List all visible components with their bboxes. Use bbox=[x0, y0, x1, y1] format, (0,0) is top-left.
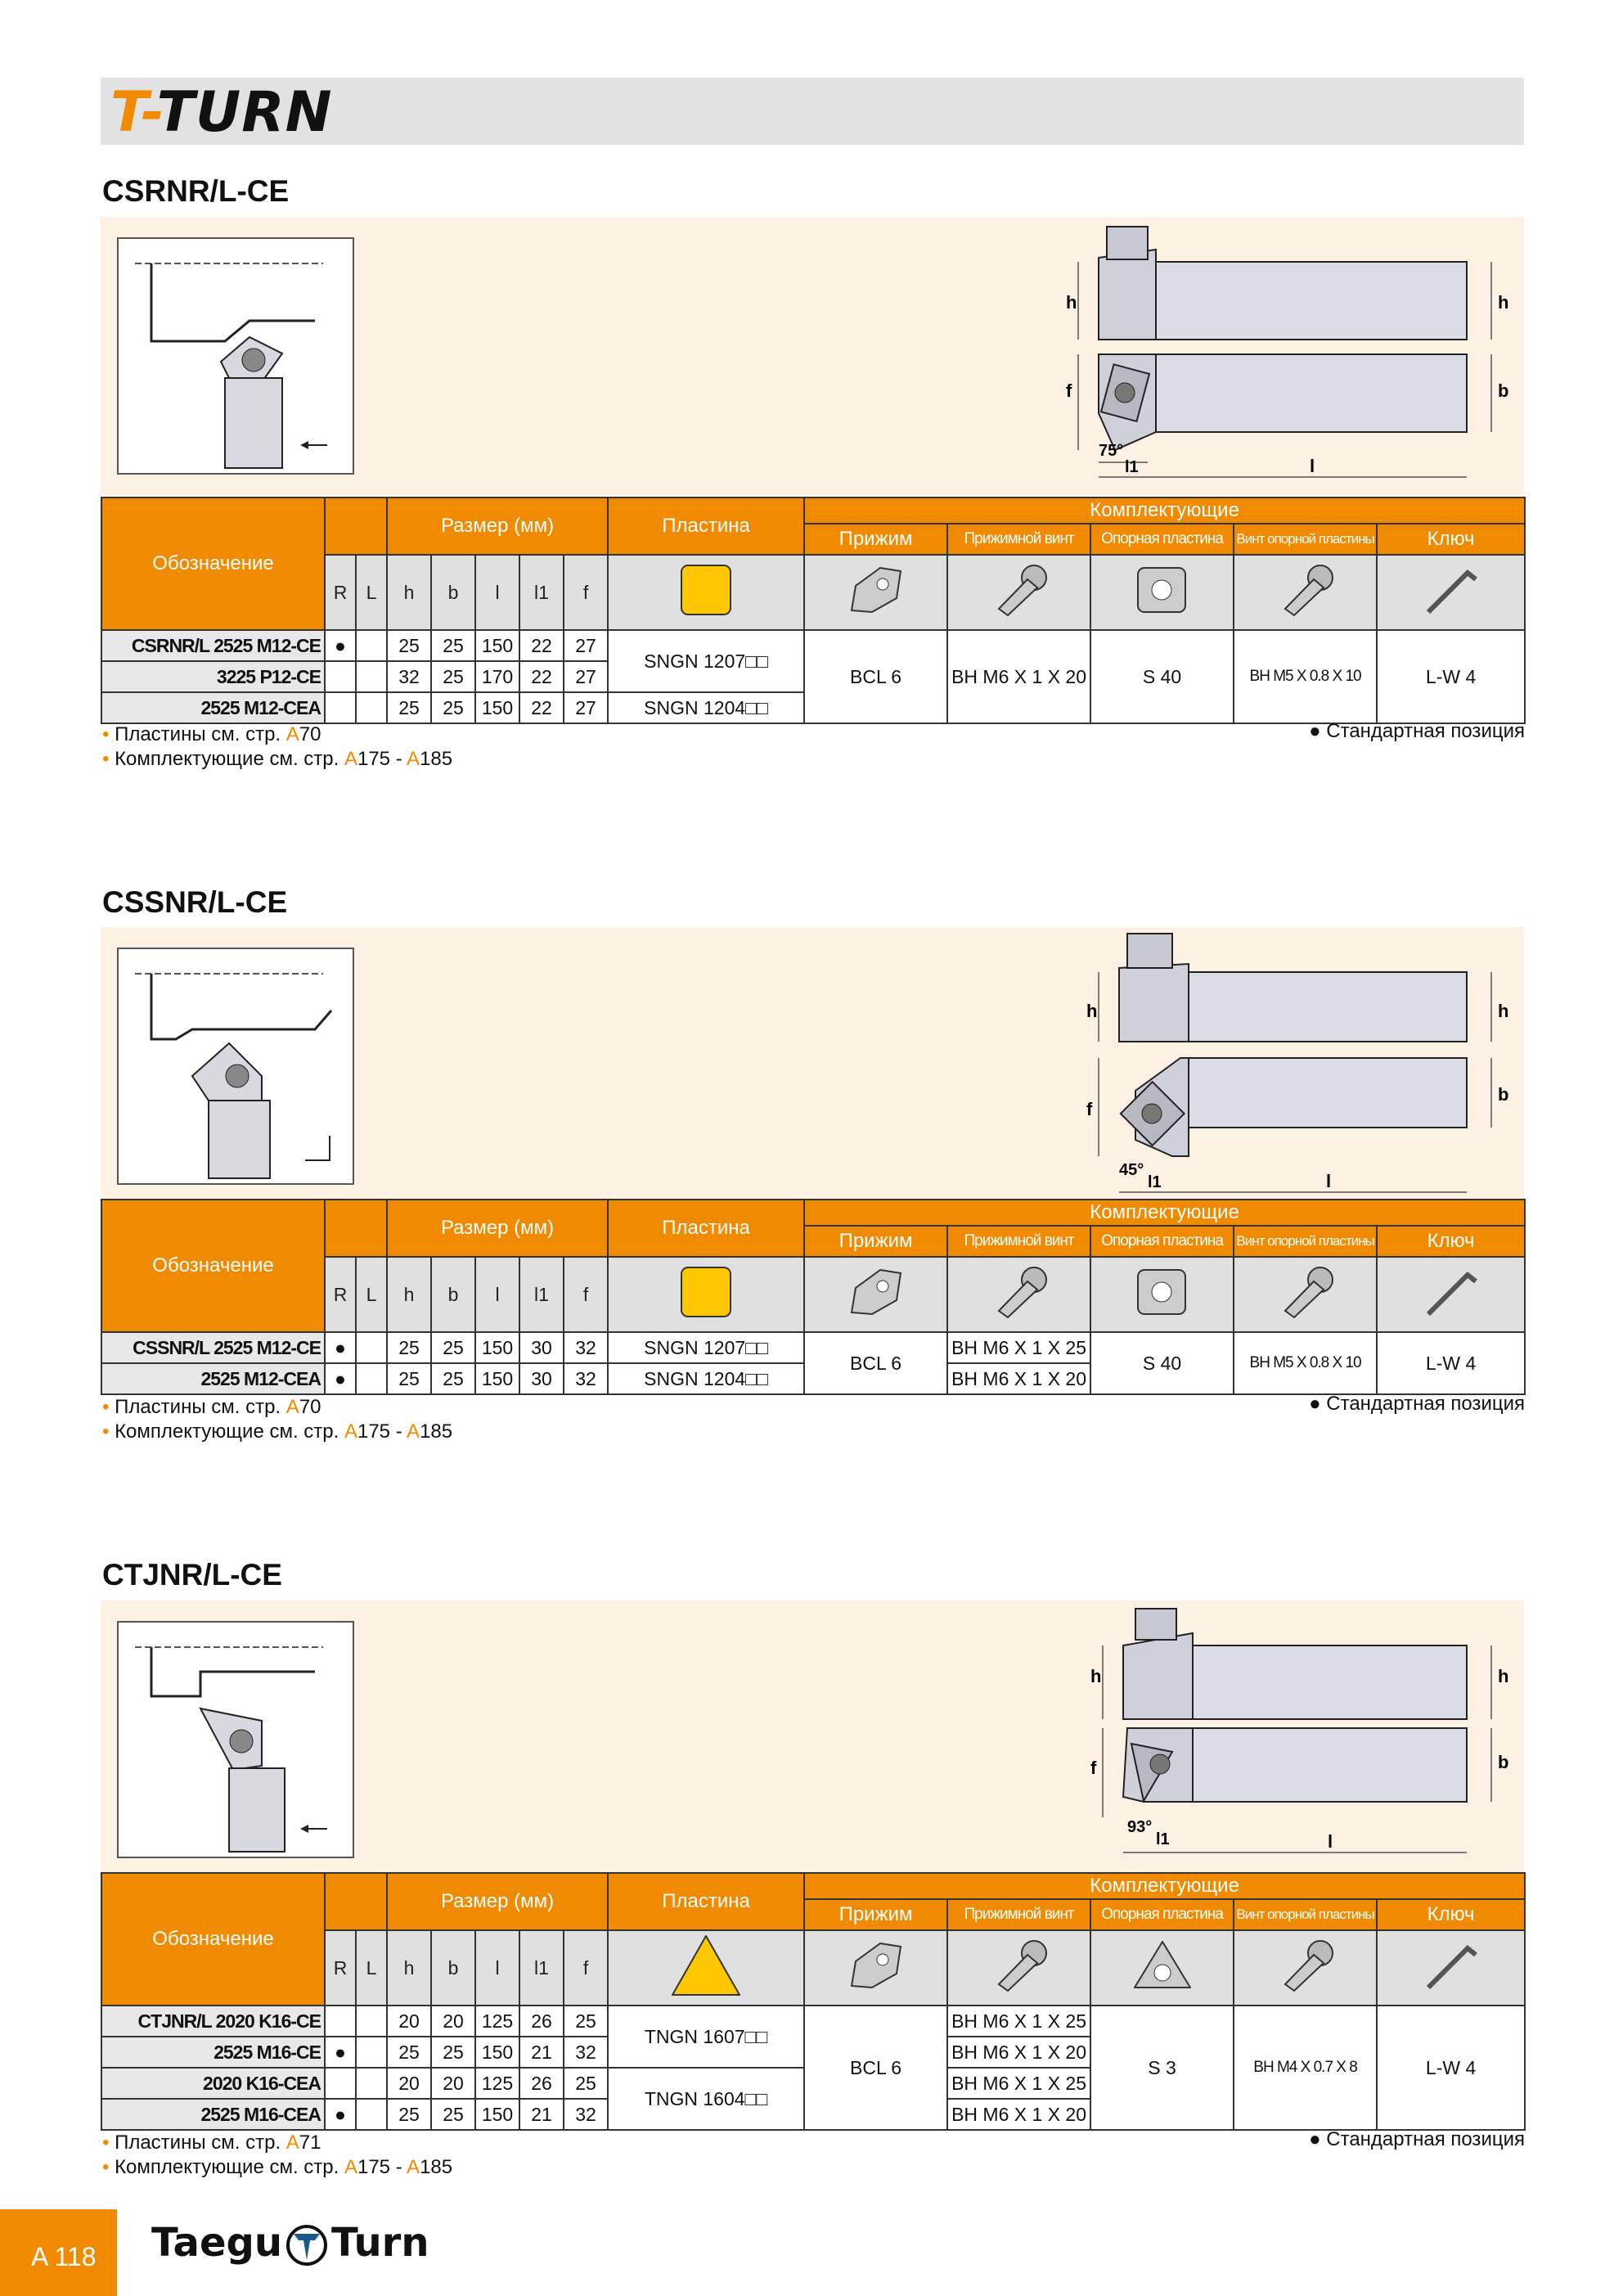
dim-b-label: b bbox=[1498, 1752, 1509, 1772]
clamp-screw-cell: BH M6 X 1 X 25 bbox=[947, 1332, 1090, 1363]
clamp-screw-cell: BH M6 X 1 X 20 bbox=[947, 1363, 1090, 1394]
designation-cell: 2525 M12-CEA bbox=[101, 1363, 325, 1394]
col-size: Размер (мм) bbox=[387, 1873, 608, 1930]
col-clamp: Прижим bbox=[804, 1899, 947, 1930]
col-shim: Опорная пластина bbox=[1090, 1899, 1234, 1930]
designation-cell: CTJNR/L 2020 K16-CE bbox=[101, 2006, 325, 2037]
shim-icon bbox=[1090, 555, 1234, 630]
shim-cell: S 40 bbox=[1090, 630, 1234, 723]
square-insert-icon bbox=[608, 1257, 804, 1332]
shim-cell: S 40 bbox=[1090, 1332, 1234, 1394]
page-number: A 118 bbox=[31, 2242, 97, 2271]
dim-b-label: b bbox=[1498, 1084, 1509, 1105]
section-title: CSRNR/L-CE bbox=[102, 174, 290, 208]
col-components: Комплектующие bbox=[804, 1200, 1525, 1226]
col-clamp-screw: Прижимной винт bbox=[947, 1226, 1090, 1257]
col-designation: Обозначение bbox=[101, 497, 325, 630]
clamp-cell: BCL 6 bbox=[804, 2006, 947, 2130]
col-designation: Обозначение bbox=[101, 1200, 325, 1332]
clamp-screw-cell: BH M6 X 1 X 20 bbox=[947, 2037, 1090, 2068]
dim-l-label: l bbox=[1328, 1831, 1333, 1852]
col-clamp-screw: Прижимной винт bbox=[947, 1899, 1090, 1930]
designation-cell: CSSNR/L 2525 M12-CE bbox=[101, 1332, 325, 1363]
col-components: Комплектующие bbox=[804, 1873, 1525, 1899]
designation-cell: 2525 M16-CE bbox=[101, 2037, 325, 2068]
insert-cell: SNGN 1204□□ bbox=[608, 1363, 804, 1394]
shim-cell: S 3 bbox=[1090, 2006, 1234, 2130]
standard-legend: ● Стандартная позиция bbox=[1309, 720, 1525, 742]
col-designation: Обозначение bbox=[101, 1873, 325, 2006]
col-key: Ключ bbox=[1377, 1899, 1525, 1930]
dim-l1-label: l1 bbox=[1156, 1830, 1170, 1848]
dim-h-label: h bbox=[1090, 1666, 1102, 1686]
note-components: • Комплектующие см. стр. A175 - A185 bbox=[102, 2156, 453, 2178]
clamp-screw-cell: BH M6 X 1 X 20 bbox=[947, 630, 1090, 723]
screw-icon bbox=[947, 555, 1090, 630]
dim-h-label: h bbox=[1498, 1001, 1509, 1021]
insert-cell: TNGN 1607□□ bbox=[608, 2006, 804, 2068]
col-components: Комплектующие bbox=[804, 497, 1525, 524]
standard-legend: ● Стандартная позиция bbox=[1309, 1393, 1525, 1415]
drawing-panel bbox=[101, 1600, 1524, 1879]
designation-cell: 2020 K16-CEA bbox=[101, 2068, 325, 2099]
col-key: Ключ bbox=[1377, 524, 1525, 555]
clamp-cell: BCL 6 bbox=[804, 630, 947, 723]
hex-key-icon bbox=[1377, 1257, 1525, 1332]
dim-h-label: h bbox=[1066, 292, 1077, 313]
operation-sketch bbox=[117, 237, 354, 475]
note-inserts: • Пластины см. стр. A70 bbox=[102, 723, 321, 745]
square-insert-icon bbox=[608, 555, 804, 630]
clamp-screw-cell: BH M6 X 1 X 20 bbox=[947, 2099, 1090, 2130]
shim-icon bbox=[1090, 1930, 1234, 2006]
angle-label: 45° bbox=[1119, 1161, 1144, 1179]
key-cell: L-W 4 bbox=[1377, 630, 1525, 723]
clamp-icon bbox=[804, 555, 947, 630]
note-inserts: • Пластины см. стр. A70 bbox=[102, 1396, 321, 1418]
dim-f-label: f bbox=[1086, 1099, 1093, 1119]
col-insert: Пластина bbox=[608, 1873, 804, 1930]
drawing-panel bbox=[101, 927, 1524, 1205]
screw-icon bbox=[1234, 1930, 1377, 2006]
dim-h-label: h bbox=[1498, 292, 1509, 313]
col-shim: Опорная пластина bbox=[1090, 524, 1234, 555]
clamp-icon bbox=[804, 1930, 947, 2006]
key-cell: L-W 4 bbox=[1377, 1332, 1525, 1394]
screw-icon bbox=[947, 1257, 1090, 1332]
dim-b-label: b bbox=[1498, 380, 1509, 401]
dim-l-label: l bbox=[1326, 1171, 1332, 1191]
col-size: Размер (мм) bbox=[387, 1200, 608, 1257]
page-number-box bbox=[0, 2209, 117, 2296]
brand-t-icon bbox=[285, 2224, 328, 2267]
col-shim-screw: Винт опорной пластины bbox=[1234, 1226, 1377, 1257]
spec-table: Обозначение Размер (мм) Пластина Комплектующие Прижим Прижимной винт Опорная пластина Винт опорной пластины Ключ R L h b l l1 f CSRNR/L 2525 M12-CE ● 25 25 150 22 27 SNGN 1207□□ BCL 6 BH M6 X 1 X 20 S 40 BH M5 X 0.8 X 10 L-W 4 3225 P12-CE 32 25 170 22 27 2525 M12-CEA 25 25 150 22 27 SNGN 1204□□ bbox=[101, 497, 1526, 724]
col-clamp: Прижим bbox=[804, 1226, 947, 1257]
screw-icon bbox=[1234, 1257, 1377, 1332]
hex-key-icon bbox=[1377, 555, 1525, 630]
shim-screw-cell: BH M5 X 0.8 X 10 bbox=[1234, 630, 1377, 723]
clamp-icon bbox=[804, 1257, 947, 1332]
col-insert: Пластина bbox=[608, 1200, 804, 1257]
col-size: Размер (мм) bbox=[387, 497, 608, 555]
dim-h-label: h bbox=[1086, 1001, 1098, 1021]
section-title: CSSNR/L-CE bbox=[102, 885, 288, 919]
designation-cell: 2525 M16-CEA bbox=[101, 2099, 325, 2130]
dim-l1-label: l1 bbox=[1125, 458, 1139, 476]
section-title: CTJNR/L-CE bbox=[102, 1558, 282, 1591]
col-key: Ключ bbox=[1377, 1226, 1525, 1257]
col-shim-screw: Винт опорной пластины bbox=[1234, 1899, 1377, 1930]
drawing-panel bbox=[101, 217, 1524, 495]
shim-screw-cell: BH M5 X 0.8 X 10 bbox=[1234, 1332, 1377, 1394]
footer-brand: Taegu Turn bbox=[151, 2220, 429, 2266]
tool-drawing bbox=[984, 927, 1524, 1205]
designation-cell: CSRNR/L 2525 M12-CE bbox=[101, 630, 325, 661]
spec-table: Обозначение Размер (мм) Пластина Комплектующие Прижим Прижимной винт Опорная пластина Винт опорной пластины Ключ R L h b l l1 f CSSNR/L 2525 M12-CE ● 25 25 150 30 32 SNGN 1207□□ BCL 6 BH M6 X 1 X 25 S 40 BH M5 X 0.8 X 10 L-W 4 2525 M12-CEA ● 25 25 150 30 32 SNGN 1204□□ BH M6 X 1 X 20 bbox=[101, 1199, 1526, 1395]
col-clamp: Прижим bbox=[804, 524, 947, 555]
clamp-screw-cell: BH M6 X 1 X 25 bbox=[947, 2068, 1090, 2099]
standard-legend: ● Стандартная позиция bbox=[1309, 2128, 1525, 2150]
triangle-insert-icon bbox=[608, 1930, 804, 2006]
dim-f-label: f bbox=[1066, 380, 1072, 401]
tool-drawing bbox=[984, 217, 1524, 495]
clamp-cell: BCL 6 bbox=[804, 1332, 947, 1394]
angle-label: 93° bbox=[1127, 1818, 1153, 1836]
dim-f-label: f bbox=[1090, 1758, 1097, 1778]
hex-key-icon bbox=[1377, 1930, 1525, 2006]
spec-table: Обозначение Размер (мм) Пластина Комплектующие Прижим Прижимной винт Опорная пластина Винт опорной пластины Ключ R L h b l l1 f CTJNR/L 2020 K16-CE 20 20 125 26 25 TNGN 1607□□ BCL 6 BH M6 X 1 X 25 S 3 BH M4 X 0.7 X 8 L-W 4 2525 M16-CE ● 25 25 150 21 32 BH M6 X 1 X 20 2020 K16-CEA 20 20 125 26 25 TNGN 1604□□ BH M6 X 1 X 25 2525 M16-CEA ● 25 25 150 21 32 BH M6 X 1 X 20 bbox=[101, 1872, 1526, 2131]
screw-icon bbox=[947, 1930, 1090, 2006]
dim-l1-label: l1 bbox=[1148, 1173, 1162, 1191]
operation-sketch bbox=[117, 948, 354, 1185]
angle-label: 75° bbox=[1099, 442, 1124, 460]
dim-h-label: h bbox=[1498, 1666, 1509, 1686]
insert-cell: SNGN 1207□□ bbox=[608, 1332, 804, 1363]
col-clamp-screw: Прижимной винт bbox=[947, 524, 1090, 555]
note-components: • Комплектующие см. стр. A175 - A185 bbox=[102, 748, 453, 770]
brand-logo: T-TURN bbox=[110, 80, 333, 145]
note-components: • Комплектующие см. стр. A175 - A185 bbox=[102, 1420, 453, 1443]
insert-cell: SNGN 1207□□ bbox=[608, 630, 804, 692]
clamp-screw-cell: BH M6 X 1 X 25 bbox=[947, 2006, 1090, 2037]
col-shim-screw: Винт опорной пластины bbox=[1234, 524, 1377, 555]
col-insert: Пластина bbox=[608, 497, 804, 555]
key-cell: L-W 4 bbox=[1377, 2006, 1525, 2130]
col-shim: Опорная пластина bbox=[1090, 1226, 1234, 1257]
designation-cell: 3225 P12-CE bbox=[101, 661, 325, 692]
note-inserts: • Пластины см. стр. A71 bbox=[102, 2132, 321, 2154]
operation-sketch bbox=[117, 1621, 354, 1858]
designation-cell: 2525 M12-CEA bbox=[101, 692, 325, 723]
dim-l-label: l bbox=[1310, 456, 1315, 476]
insert-cell: SNGN 1204□□ bbox=[608, 692, 804, 723]
screw-icon bbox=[1234, 555, 1377, 630]
shim-icon bbox=[1090, 1257, 1234, 1332]
tool-drawing bbox=[984, 1600, 1524, 1879]
insert-cell: TNGN 1604□□ bbox=[608, 2068, 804, 2130]
shim-screw-cell: BH M4 X 0.7 X 8 bbox=[1234, 2006, 1377, 2130]
